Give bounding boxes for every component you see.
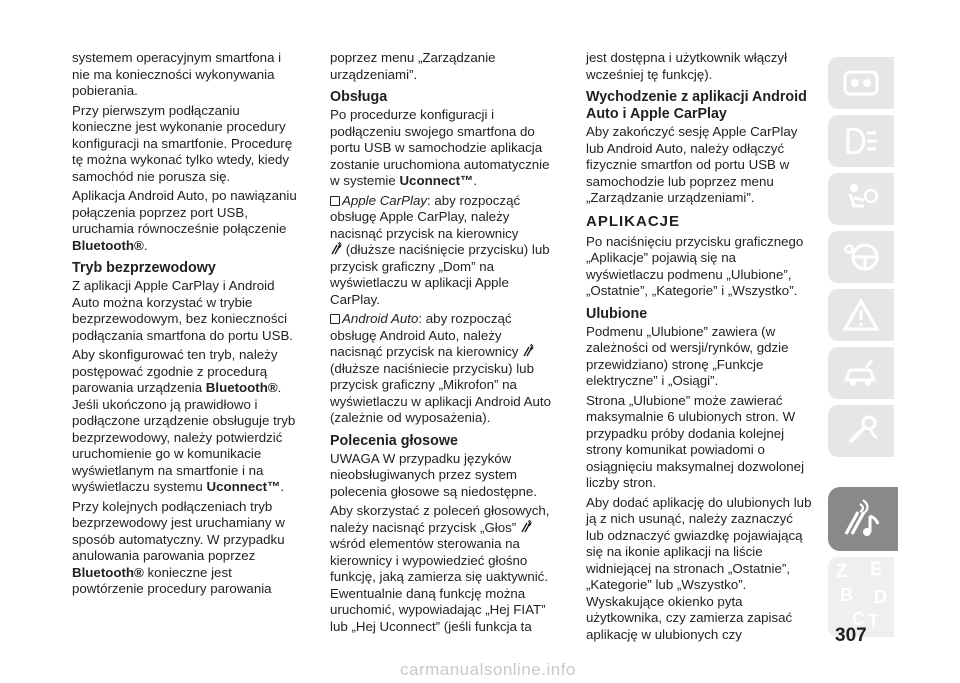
tab-maintenance[interactable] <box>828 405 894 457</box>
column-1 <box>72 50 298 601</box>
tab-driving[interactable] <box>828 231 894 283</box>
dashboard-icon <box>842 66 880 100</box>
page-number: 307 <box>835 625 867 646</box>
section-heading: Polecenia głosowe <box>330 432 458 449</box>
paragraph: UWAGA W przypadku języków nieobsługiwanych przez system polecenia głosowe są niedostępne. <box>330 450 537 499</box>
paragraph: Aby skonfigurować ten tryb, należy postępować zgodnie z procedurą parowania urządzenia Bluetooth®. Jeśli ukończono ją prawidłowo i podłączone urządzenie obsługuje tryb bezprzewodowy, należy potwierdzić uruchomienie go w komunikacie wyświetlanym na smartfonie i na wyświetlaczu systemu Uconnect™. <box>72 347 296 494</box>
paragraph: Apple CarPlay: aby rozpocząć obsługę Apple CarPlay, należy nacisnąć przycisk na kierownicy (dłuższe naciśnięcie przycisku) lub przycisk graficzny „Dom” na wyświetlaczu w aplikacji Apple CarPlay. <box>330 192 550 307</box>
airbag-seat-icon <box>842 182 880 216</box>
tab-emergency[interactable] <box>828 347 894 399</box>
index-letter: C <box>852 609 865 629</box>
voice-command-icon <box>520 520 532 534</box>
paragraph: Z aplikacji Apple CarPlay i Android Auto można korzystać w trybie bezprzewodowym, bez konieczności podłączania smartfona do portu USB. <box>72 278 294 343</box>
paragraph: jest dostępna i użytkownik włączył wcześniej tę funkcję). <box>586 50 788 82</box>
tab-safety[interactable] <box>828 173 894 225</box>
chapter-tabs <box>828 57 898 637</box>
multimedia-icon <box>842 496 884 542</box>
section-heading: Tryb bezprzewodowy <box>72 260 216 276</box>
paragraph: Przy pierwszym podłączaniu konieczne jest wykonanie procedury konfiguracji na smartfonie. Procedurę tę można wykonać tylko wtedy, kiedy samochód nie porusza się. <box>72 102 293 184</box>
tab-multimedia[interactable] <box>828 487 898 551</box>
car-breakdown-icon <box>842 356 880 390</box>
tab-lights[interactable] <box>828 115 894 167</box>
paragraph: Podmenu „Ulubione” zawiera (w zależności od wersji/rynków, gdzie przewidziano) stronę „Funkcje elektryczne” i „Osiągi”. <box>586 323 789 388</box>
warning-triangle-icon <box>842 298 880 332</box>
column-2 <box>330 50 556 638</box>
paragraph: Strona „Ulubione” może zawierać maksymalnie 6 ulubionych stron. W przypadku próby dodania kolejnej strony komunikat powiadomi o osiągnięciu maksymalnej dozwolonej liczby stron. <box>586 392 805 490</box>
index-letter: T <box>868 611 879 631</box>
index-letter: E <box>870 559 883 579</box>
paragraph: poprzez menu „Zarządzanie urządzeniami”. <box>330 50 496 82</box>
paragraph: Po procedurze konfiguracji i podłączeniu swojego smartfona do portu USB w samochodzie aplikacja zostanie uruchomiona automatycznie w systemie Uconnect™. <box>330 107 550 188</box>
paragraph: Aby skorzystać z poleceń głosowych, należy nacisnąć przycisk „Głos” wśród elementów sterowania na kierownicy i wypowiedzieć głośno funkcję, jaką zamierza się uaktywnić. Ewentualnie daną funkcję można uruchomić, wypowiadając „Hej FIAT” lub „Hej Uconnect” (jeśli funkcja ta <box>330 503 550 634</box>
voice-command-icon <box>522 344 534 358</box>
paragraph: Android Auto: aby rozpocząć obsługę Android Auto, należy nacisnąć przycisk na kierownicy (dłuższe naciśniecie przycisku) lub przycisk graficzny „Mikrofon” na wyświetlaczu w aplikacji Android Auto (zależnie od wyposażenia). <box>330 311 551 425</box>
section-heading: Ulubione <box>586 305 648 322</box>
wrench-icon <box>842 414 880 448</box>
paragraph: Aby dodać aplikację do ulubionych lub ją z nich usunąć, należy zaznaczyć lub odznaczyć gwiazdkę pojawiającą się na ikonie aplikacji na liście widniejącej na stronach „Ostatnie”, „Kategorie” lub „Wszystko”. Wyskakujące okienko pyta użytkownika, czy zamierza zapisać aplikację w ulubionych czy <box>586 494 812 642</box>
paragraph: Przy kolejnych podłączeniach tryb bezprzewodowy jest uruchamiany w sposób automatyczny. W przypadku anulowania parowania poprzez Bluetooth® konieczne jest powtórzenie procedury parowania <box>72 498 285 596</box>
section-heading: Wychodzenie z aplikacji Android Auto i Apple CarPlay <box>586 89 807 122</box>
index-letter: Z <box>836 561 847 581</box>
paragraph: systemem operacyjnym smartfona i nie ma konieczności wykonywania pobierania. <box>72 50 282 98</box>
chapter-heading: APLIKACJE <box>586 212 681 230</box>
column-3 <box>586 50 812 646</box>
paragraph: Aby zakończyć sesję Apple CarPlay lub Android Auto, należy odłączyć fizycznie smartfon od portu USB w samochodzie lub poprzez menu „Zarządzanie urządzeniami”. <box>586 124 798 205</box>
steering-wheel-icon <box>842 240 880 274</box>
headlight-icon <box>842 124 880 158</box>
index-letter: B <box>840 585 853 605</box>
paragraph: Aplikacja Android Auto, po nawiązaniu połączenia poprzez port USB, uruchamia równocześnie połączenie Bluetooth®. <box>72 188 297 253</box>
note-box-icon <box>330 196 340 206</box>
section-heading: Obsługa <box>330 89 388 105</box>
tab-dashboard[interactable] <box>828 57 894 109</box>
paragraph: Po naciśnięciu przycisku graficznego „Aplikacje” pojawią się na wyświetlaczu podmenu „Ulubione”, „Ostatnie”, „Kategorie” i „Wszystko”. <box>586 233 804 298</box>
watermark: carmanualsonline.info <box>400 660 576 679</box>
tab-warning[interactable] <box>828 289 894 341</box>
voice-command-icon <box>330 242 342 256</box>
note-box-icon <box>330 314 340 324</box>
index-letter: D <box>874 587 887 607</box>
